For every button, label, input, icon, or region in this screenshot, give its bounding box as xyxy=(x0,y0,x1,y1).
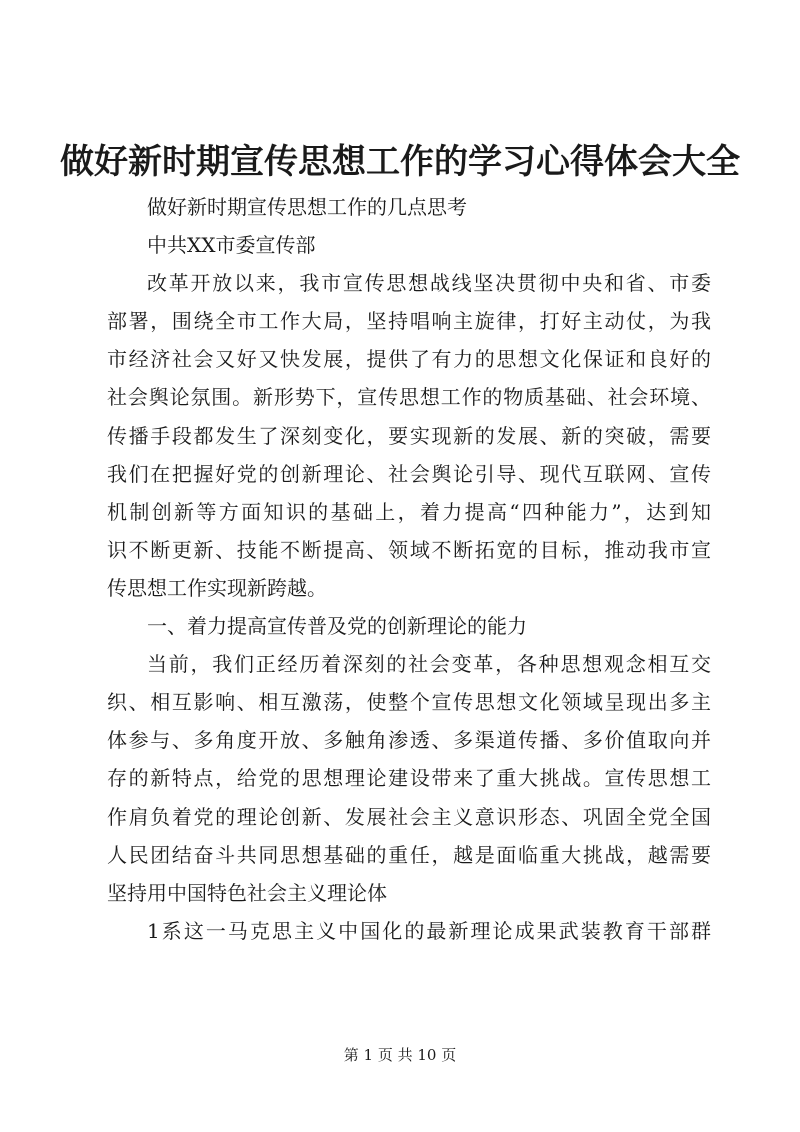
page-footer: 第 1 页 共 10 页 xyxy=(343,1046,457,1064)
text-line: 我们在把握好党的创新理论、社会舆论引导、现代互联网、宣传 xyxy=(107,461,711,486)
text-line: 识不断更新、技能不断提高、领域不断拓宽的目标，推动我市宣 xyxy=(107,537,711,562)
text-line: 中共XX市委宣传部 xyxy=(147,233,316,258)
text-line: 改革开放以来，我市宣传思想战线坚决贯彻中央和省、市委 xyxy=(147,271,711,296)
text-line: 作肩负着党的理论创新、发展社会主义意识形态、巩固全党全国 xyxy=(107,804,711,829)
document-body xyxy=(107,188,711,950)
text-line: 市经济社会又好又快发展，提供了有力的思想文化保证和良好的 xyxy=(107,347,711,372)
text-line: 人民团结奋斗共同思想基础的重任，越是面临重大挑战，越需要 xyxy=(107,842,711,867)
text-line: 部署，围绕全市工作大局，坚持唱响主旋律，打好主动仗，为我 xyxy=(107,309,711,334)
text-line: 机制创新等方面知识的基础上，着力提高“四种能力”，达到知 xyxy=(107,499,711,524)
document-title: 做好新时期宣传思想工作的学习心得体会大全 xyxy=(60,142,740,182)
text-line: 传思想工作实现新跨越。 xyxy=(107,575,327,600)
text-line: 织、相互影响、相互激荡，使整个宣传思想文化领域呈现出多主 xyxy=(107,690,711,715)
text-line: 1系这一马克思主义中国化的最新理论成果武装教育干部群 xyxy=(147,918,711,943)
text-line: 体参与、多角度开放、多触角渗透、多渠道传播、多价值取向并 xyxy=(107,728,711,753)
text-line: 当前，我们正经历着深刻的社会变革，各种思想观念相互交 xyxy=(147,652,711,677)
text-line: 传播手段都发生了深刻变化，要实现新的发展、新的突破，需要 xyxy=(107,423,711,448)
text-line: 做好新时期宣传思想工作的几点思考 xyxy=(147,195,467,219)
text-line: 存的新特点，给党的思想理论建设带来了重大挑战。宣传思想工 xyxy=(107,766,711,791)
text-line: 坚持用中国特色社会主义理论体 xyxy=(107,880,387,905)
text-line: 社会舆论氛围。新形势下，宣传思想工作的物质基础、社会环境、 xyxy=(107,385,711,410)
text-line: 一、着力提高宣传普及党的创新理论的能力 xyxy=(147,614,527,639)
